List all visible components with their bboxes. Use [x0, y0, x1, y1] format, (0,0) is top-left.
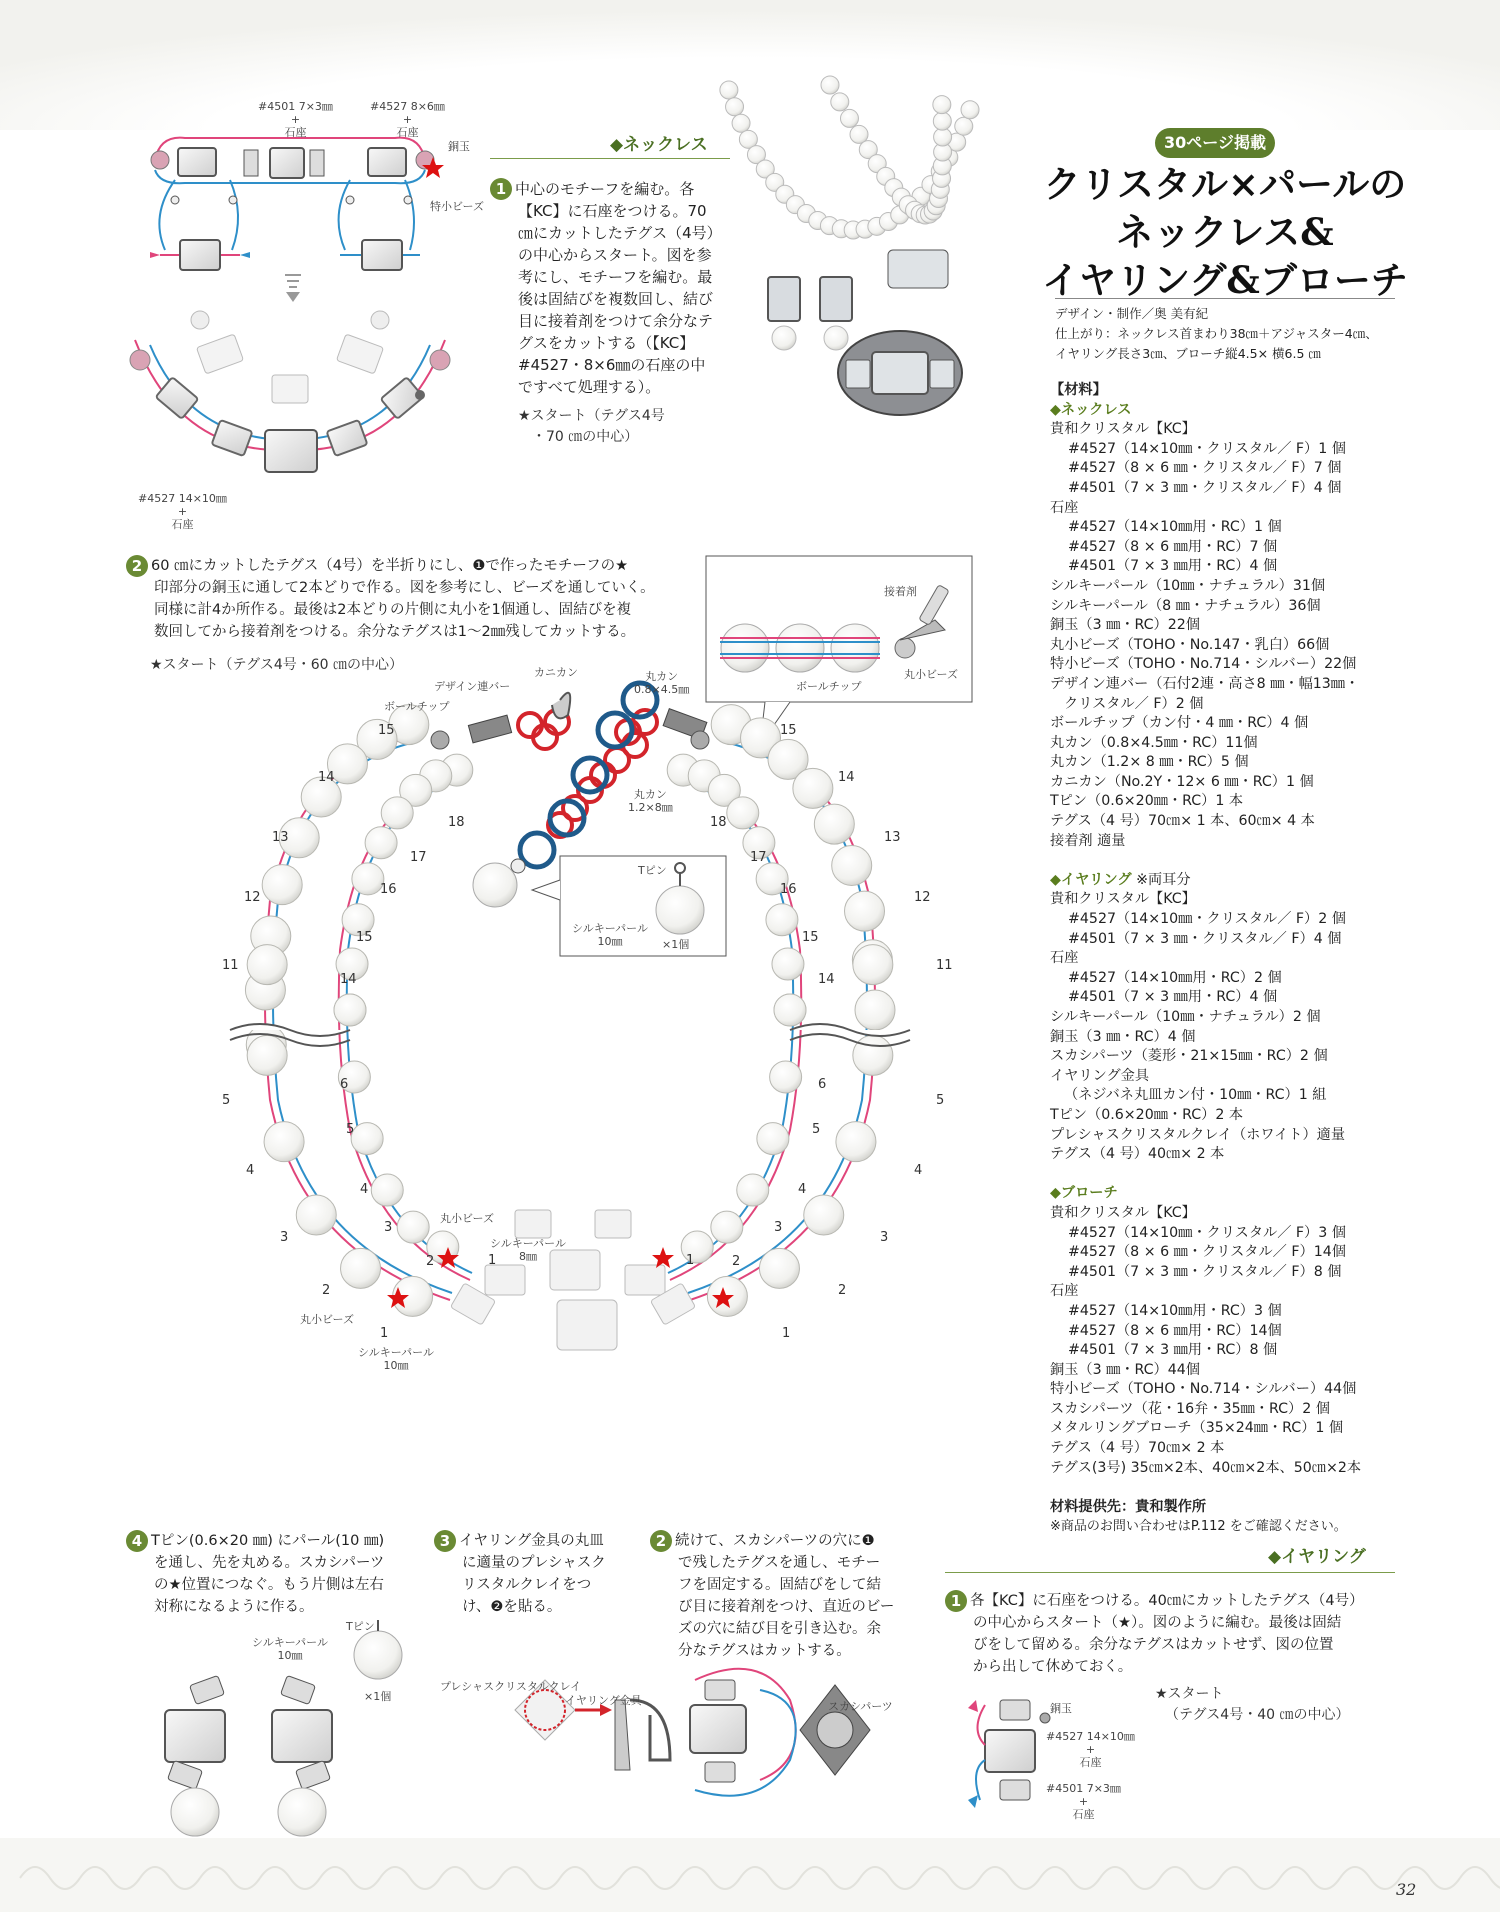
- bead-number: 15: [780, 723, 797, 738]
- photo-pearl: [732, 114, 750, 132]
- pearl-bead: [711, 1211, 743, 1243]
- pearl-bead: [247, 1035, 287, 1075]
- material-item: シルキーパール（10㎜・ナチュラル）2 個: [1050, 1009, 1321, 1025]
- necklace-step2: 2 60 ㎝にカットしたテグス（4号）を半折りにし、❶で作ったモチーフの★ 印部分の銅玉に通して2本どりで作る。図を参考にし、ビーズを通していく。 同様に計4か所作る。最後は2本どりの片側に丸小を1個通し、固結びを複 数回してから接着剤をつける。余分なテグスは1～2㎜残してカットする。: [126, 555, 706, 643]
- step-number: 1: [945, 1590, 967, 1612]
- earring-step1: 1 各【KC】に石座をつける。40㎝にカットしたテグス（4号） の中心からスタート（★）。図のように編む。最後は固結 びをして留める。余分なテグスはカットせず、図の位置 から出して休めておく。: [945, 1590, 1385, 1678]
- material-item: 石座: [1050, 499, 1079, 516]
- bead-number: 18: [448, 815, 465, 830]
- label-jumpring-large: 丸カン 1.2×8㎜: [628, 788, 673, 814]
- material-item: #4527（8 × 6 ㎜・クリスタル／ F）14個: [1068, 1244, 1346, 1261]
- material-item: スカシパーツ（菱形・21×15㎜・RC）2 個: [1050, 1048, 1328, 1065]
- material-item: メタルリングブローチ（35×24㎜・RC）1 個: [1050, 1420, 1344, 1437]
- product-photo-necklace: [720, 76, 979, 288]
- bead-number: 16: [780, 882, 797, 897]
- pearl-bead: [853, 1035, 893, 1075]
- bead-number: 1: [488, 1253, 497, 1268]
- pearl-bead: [770, 1061, 802, 1093]
- bead-number: 17: [750, 850, 767, 865]
- material-item: ボールチップ（カン付・4 ㎜・RC）4 個: [1050, 715, 1309, 732]
- photo-pearl: [955, 117, 973, 135]
- material-item: #4527（14×10㎜・クリスタル／ F）1 個: [1068, 440, 1346, 457]
- pearl-bead: [766, 904, 798, 936]
- earring-diagram-step1: [968, 1700, 1050, 1808]
- product-photo-brooch: [838, 331, 962, 415]
- material-item: クリスタル／ F）2 個: [1064, 695, 1204, 712]
- materials-earring-heading: ◆イヤリング ※両耳分: [1050, 871, 1191, 888]
- credits: デザイン・制作／奥 美有紀 仕上がり：ネックレス首まわり38㎝＋アジャスター4㎝、 イヤリング長さ3㎝、ブローチ縦4.5× 横6.5 ㎝: [1055, 306, 1378, 361]
- pearl-bead: [264, 1122, 304, 1162]
- label-clasp: カニカン: [534, 666, 578, 679]
- material-item: スカシパーツ（花・16弁・35㎜・RC）2 個: [1050, 1400, 1330, 1417]
- photo-pearl: [840, 109, 858, 127]
- page-ref-badge: 30ページ掲載: [1155, 128, 1275, 158]
- material-item: 銅玉（3 ㎜・RC）4 個: [1050, 1028, 1196, 1045]
- label-pearl-step4: シルキーパール 10㎜: [252, 1636, 328, 1662]
- material-item: シルキーパール（10㎜・ナチュラル）31個: [1050, 577, 1326, 594]
- photo-pearl: [831, 93, 849, 111]
- break-marks: [230, 1024, 910, 1046]
- label-fitting: イヤリング金具: [565, 1694, 642, 1707]
- photo-pearl: [961, 101, 979, 119]
- bead-number: 12: [914, 890, 931, 905]
- earring-step3: 3 イヤリング金具の丸皿 に適量のプレシャスク リスタルクレイをつ け、❷を貼る。: [434, 1530, 644, 1618]
- pearl-bead: [334, 994, 366, 1026]
- material-item: イヤリング金具: [1050, 1067, 1150, 1084]
- step-number: 2: [126, 555, 148, 577]
- label-pearl-10mm-2: シルキーパール 10㎜: [358, 1346, 434, 1372]
- material-item: カニカン（No.2Y・12× 6 ㎜・RC）1 個: [1050, 773, 1314, 790]
- bead-number: 5: [812, 1122, 821, 1137]
- pearl-bead: [371, 1174, 403, 1206]
- label-design-bar: デザイン連バー: [434, 680, 511, 693]
- bead-number: 2: [732, 1254, 741, 1269]
- earring-diagram-step2: [690, 1669, 870, 1796]
- pearl-bead: [247, 945, 287, 985]
- page-number: 32: [1396, 1880, 1417, 1899]
- bottom-ornament: [0, 1838, 1500, 1912]
- bead-number: 3: [384, 1220, 393, 1235]
- label-pearl-8mm: シルキーパール 8㎜: [490, 1237, 566, 1263]
- bead-number: 14: [818, 972, 835, 987]
- material-item: #4527（8 × 6 ㎜・クリスタル／ F）7 個: [1068, 460, 1342, 477]
- pearl-bead: [853, 945, 893, 985]
- material-item: #4501（7 × 3 ㎜用・RC）4 個: [1068, 989, 1278, 1006]
- necklace-heading: ◆ネックレス: [610, 135, 708, 155]
- material-item: シルキーパール（8 ㎜・ナチュラル）36個: [1050, 597, 1321, 614]
- label-4527-8x6-stone: #4527 8×6㎜ + 石座: [370, 100, 445, 139]
- material-item: Tピン（0.6×20㎜・RC）2 本: [1050, 1106, 1244, 1123]
- pearl-bead: [793, 768, 833, 808]
- down-arrow-icon: [285, 275, 301, 302]
- bead-number: 1: [686, 1253, 695, 1268]
- bead-number: 2: [426, 1254, 435, 1269]
- material-item: #4527（8 × 6 ㎜用・RC）7 個: [1068, 538, 1278, 555]
- bead-number: 6: [818, 1077, 827, 1092]
- necklace-step2-start-note: ★スタート（テグス4号・60 ㎝の中心）: [150, 657, 404, 673]
- bead-number: 11: [222, 958, 239, 973]
- photo-crystal: [888, 250, 948, 288]
- material-item: 貴和クリスタル【KC】: [1050, 421, 1196, 438]
- earring-step2: 2 続けて、スカシパーツの穴に❶ で残したテグスを通し、モチー フを固定する。固結びをして結 び目に接着剤をつけ、直近のビー ズの穴に結び目を引き込む。余 分なテグスはカットする。: [650, 1530, 910, 1662]
- pearl-bead: [832, 845, 872, 885]
- curved-motif-diagram: [130, 311, 450, 472]
- bead-number: 3: [880, 1230, 889, 1245]
- material-item: #4501（7 × 3 ㎜・クリスタル／ F）8 個: [1068, 1263, 1342, 1280]
- photo-pearl: [720, 81, 738, 99]
- material-item: テグス(3号) 35㎝×2本、40㎝×2本、50㎝×2本: [1050, 1459, 1362, 1476]
- material-item: テグス（4 号）70㎝× 1 本、60㎝× 4 本: [1050, 813, 1315, 830]
- pearl-bead: [836, 1122, 876, 1162]
- bead-number: 1: [782, 1326, 791, 1341]
- pearl-bead: [757, 1123, 789, 1155]
- pearl-bead: [774, 994, 806, 1026]
- pearl-bead: [759, 1248, 799, 1288]
- material-item: #4527（14×10㎜用・RC）2 個: [1068, 969, 1282, 986]
- label-seed-bead: 特小ビーズ: [430, 200, 485, 213]
- page-title: クリスタル×パールの ネックレス& イヤリング&ブローチ: [1042, 162, 1408, 302]
- material-item: 石座: [1050, 1283, 1079, 1300]
- material-item: （ネジバネ丸皿カン付・10㎜・RC）1 組: [1064, 1087, 1327, 1104]
- motif-diagram: [150, 138, 444, 270]
- bead-number: 15: [802, 930, 819, 945]
- step-number: 4: [126, 1530, 148, 1552]
- pearl-bead: [845, 891, 885, 931]
- bead-number: 4: [914, 1163, 923, 1178]
- earring-step4: 4 Tピン(0.6×20 ㎜) にパール(10 ㎜) を通し、先を丸める。スカシパーツ の★位置につなぐ。もう片側は左右 対称になるように作る。: [126, 1530, 446, 1618]
- pearl-bead: [855, 990, 895, 1030]
- pearl-bead: [262, 865, 302, 905]
- bead-number: 11: [936, 958, 953, 973]
- pearl-bead: [814, 804, 854, 844]
- bead-number: 16: [380, 882, 397, 897]
- material-item: #4501（7 × 3 ㎜用・RC）4 個: [1068, 558, 1278, 575]
- label-4527-earring: #4527 14×10㎜ + 石座: [1046, 1730, 1135, 1769]
- material-item: 石座: [1050, 950, 1079, 967]
- material-item: 貴和クリスタル【KC】: [1050, 891, 1196, 908]
- heading-rule: [490, 158, 730, 159]
- bead-number: 15: [356, 930, 373, 945]
- bead-number: 6: [340, 1077, 349, 1092]
- earring-heading: ◆イヤリング: [1268, 1547, 1366, 1567]
- material-item: #4501（7 × 3 ㎜・クリスタル／ F）4 個: [1068, 930, 1342, 947]
- material-item: #4501（7 × 3 ㎜・クリスタル／ F）4 個: [1068, 479, 1342, 496]
- material-item: #4527（14×10㎜用・RC）1 個: [1068, 519, 1282, 536]
- material-item: #4527（14×10㎜・クリスタル／ F）3 個: [1068, 1224, 1346, 1241]
- materials-brooch-heading: ◆ブローチ: [1050, 1185, 1118, 1202]
- bead-number: 4: [798, 1182, 807, 1197]
- bead-number: 14: [318, 770, 335, 785]
- label-glue: 接着剤: [884, 585, 917, 598]
- bead-number: 13: [272, 830, 289, 845]
- pearl-bead: [341, 1248, 381, 1288]
- label-4501-stone: #4501 7×3㎜ + 石座: [258, 100, 333, 139]
- label-4527-center-stone: #4527 14×10㎜ + 石座: [138, 492, 227, 531]
- label-ball-chip: ボールチップ: [384, 700, 450, 713]
- label-count-step4: ×1個: [364, 1690, 392, 1703]
- pearl-bead: [737, 1174, 769, 1206]
- pearl-bead: [365, 827, 397, 859]
- label-count: ×1個: [662, 938, 690, 951]
- photo-pearl: [934, 128, 952, 146]
- bead-number: 12: [244, 890, 261, 905]
- material-item: 貴和クリスタル【KC】: [1050, 1204, 1196, 1221]
- label-tpin-step4: Tピン: [346, 1620, 375, 1633]
- photo-pearl: [821, 76, 839, 94]
- material-item: 接着剤 適量: [1050, 832, 1126, 849]
- label-seed-bead-2: 丸小ビーズ: [904, 668, 959, 681]
- material-item: 特小ビーズ（TOHO・No.714・シルバー）22個: [1050, 656, 1357, 673]
- pearl-bead: [772, 948, 804, 980]
- label-clay: プレシャスクリスタルクレイ: [440, 1680, 582, 1693]
- bead-number: 4: [360, 1182, 369, 1197]
- step-number: 2: [650, 1530, 672, 1552]
- materials-list: [1050, 381, 1361, 1537]
- bead-number: 3: [774, 1220, 783, 1235]
- material-item: 丸小ビーズ（TOHO・No.147・乳白）66個: [1050, 636, 1330, 653]
- pearl-bead: [381, 797, 413, 829]
- bead-number: 3: [280, 1230, 289, 1245]
- photo-pearl: [726, 98, 744, 116]
- bead-number: 13: [884, 830, 901, 845]
- material-item: #4527（8 × 6 ㎜用・RC）14個: [1068, 1322, 1282, 1339]
- material-item: プレシャスクリスタルクレイ（ホワイト）適量: [1050, 1126, 1346, 1143]
- bead-number: 14: [838, 770, 855, 785]
- product-photo-earrings: [768, 277, 852, 350]
- material-item: 特小ビーズ（TOHO・No.714・シルバー）44個: [1050, 1381, 1357, 1398]
- material-item: 丸カン（0.8×4.5㎜・RC）11個: [1050, 734, 1258, 751]
- material-item: テグス（4 号）40㎝× 2 本: [1050, 1146, 1225, 1163]
- bead-number: 2: [322, 1283, 331, 1298]
- bead-number: 5: [936, 1093, 945, 1108]
- material-item: デザイン連バー（石付2連・高さ8 ㎜・幅13㎜・: [1050, 675, 1360, 692]
- pearl-bead: [296, 1195, 336, 1235]
- label-seed-bead-3: 丸小ビーズ: [440, 1212, 495, 1225]
- photo-pearl: [933, 112, 951, 130]
- bead-number: 17: [410, 850, 427, 865]
- bead-number: 4: [246, 1163, 255, 1178]
- bead-number: 2: [838, 1283, 847, 1298]
- label-filigree: スカシパーツ: [828, 1700, 893, 1713]
- label-seed-bead-4: 丸小ビーズ: [300, 1313, 355, 1326]
- title-rule: [1055, 298, 1395, 299]
- material-item: #4501（7 × 3 ㎜用・RC）8 個: [1068, 1342, 1278, 1359]
- bead-number: 5: [222, 1093, 231, 1108]
- material-item: #4527（14×10㎜用・RC）3 個: [1068, 1302, 1282, 1319]
- supplier-note: ※商品のお問い合わせはP.112 をご確認ください。: [1050, 1519, 1347, 1535]
- pearl-bead: [351, 1123, 383, 1155]
- step-number: 1: [490, 178, 512, 200]
- earring-heading-rule: [945, 1572, 1395, 1573]
- label-copper-bead: 銅玉: [448, 140, 470, 153]
- label-copper-earring: 銅玉: [1050, 1702, 1072, 1715]
- label-tpin: Tピン: [638, 864, 667, 877]
- label-jumpring-small: 丸カン 0.8×4.5㎜: [634, 670, 690, 696]
- necklace-step1-start-note: ★スタート（テグス4号 ・70 ㎝の中心）: [518, 408, 665, 445]
- pearl-bead: [804, 1195, 844, 1235]
- bead-number: 15: [378, 723, 395, 738]
- bead-number: 5: [346, 1122, 355, 1137]
- supplier: 材料提供先：貴和製作所: [1050, 1498, 1207, 1515]
- label-pearl-10mm: シルキーパール 10㎜: [572, 922, 648, 948]
- material-item: 丸カン（1.2× 8 ㎜・RC）5 個: [1050, 754, 1249, 771]
- pearl-bead: [397, 1211, 429, 1243]
- label-ball-chip-2: ボールチップ: [796, 680, 862, 693]
- photo-pearl: [933, 96, 951, 114]
- bead-number: 14: [340, 972, 357, 987]
- materials-necklace-heading: ◆ネックレス: [1050, 401, 1132, 418]
- step-number: 3: [434, 1530, 456, 1552]
- materials-heading: 【材料】: [1050, 382, 1107, 398]
- material-item: テグス（4 号）70㎝× 2 本: [1050, 1440, 1225, 1457]
- bead-number: 18: [710, 815, 727, 830]
- necklace-step1: 1 中心のモチーフを編む。各 【KC】に石座をつける。70 ㎝にカットしたテグス（4号） の中心からスタート。図を参 考にし、モチーフを編む。最 後は固結びを複数回し、結び 目に接着剤をつけて余分なテ グスをカットする（【KC】 #4527・8×6㎜の石座の中 ですべて処理する）。: [490, 178, 730, 398]
- label-4501-earring: #4501 7×3㎜ + 石座: [1046, 1782, 1121, 1821]
- material-item: Tピン（0.6×20㎜・RC）1 本: [1050, 793, 1244, 810]
- earring-step1-start-note: ★スタート （テグス4号・40 ㎝の中心）: [1155, 1686, 1350, 1723]
- material-item: 銅玉（3 ㎜・RC）44個: [1050, 1361, 1200, 1378]
- pearl-bead: [727, 797, 759, 829]
- bead-number: 1: [380, 1326, 389, 1341]
- material-item: 銅玉（3 ㎜・RC）22個: [1050, 617, 1200, 634]
- material-item: #4527（14×10㎜・クリスタル／ F）2 個: [1068, 911, 1346, 928]
